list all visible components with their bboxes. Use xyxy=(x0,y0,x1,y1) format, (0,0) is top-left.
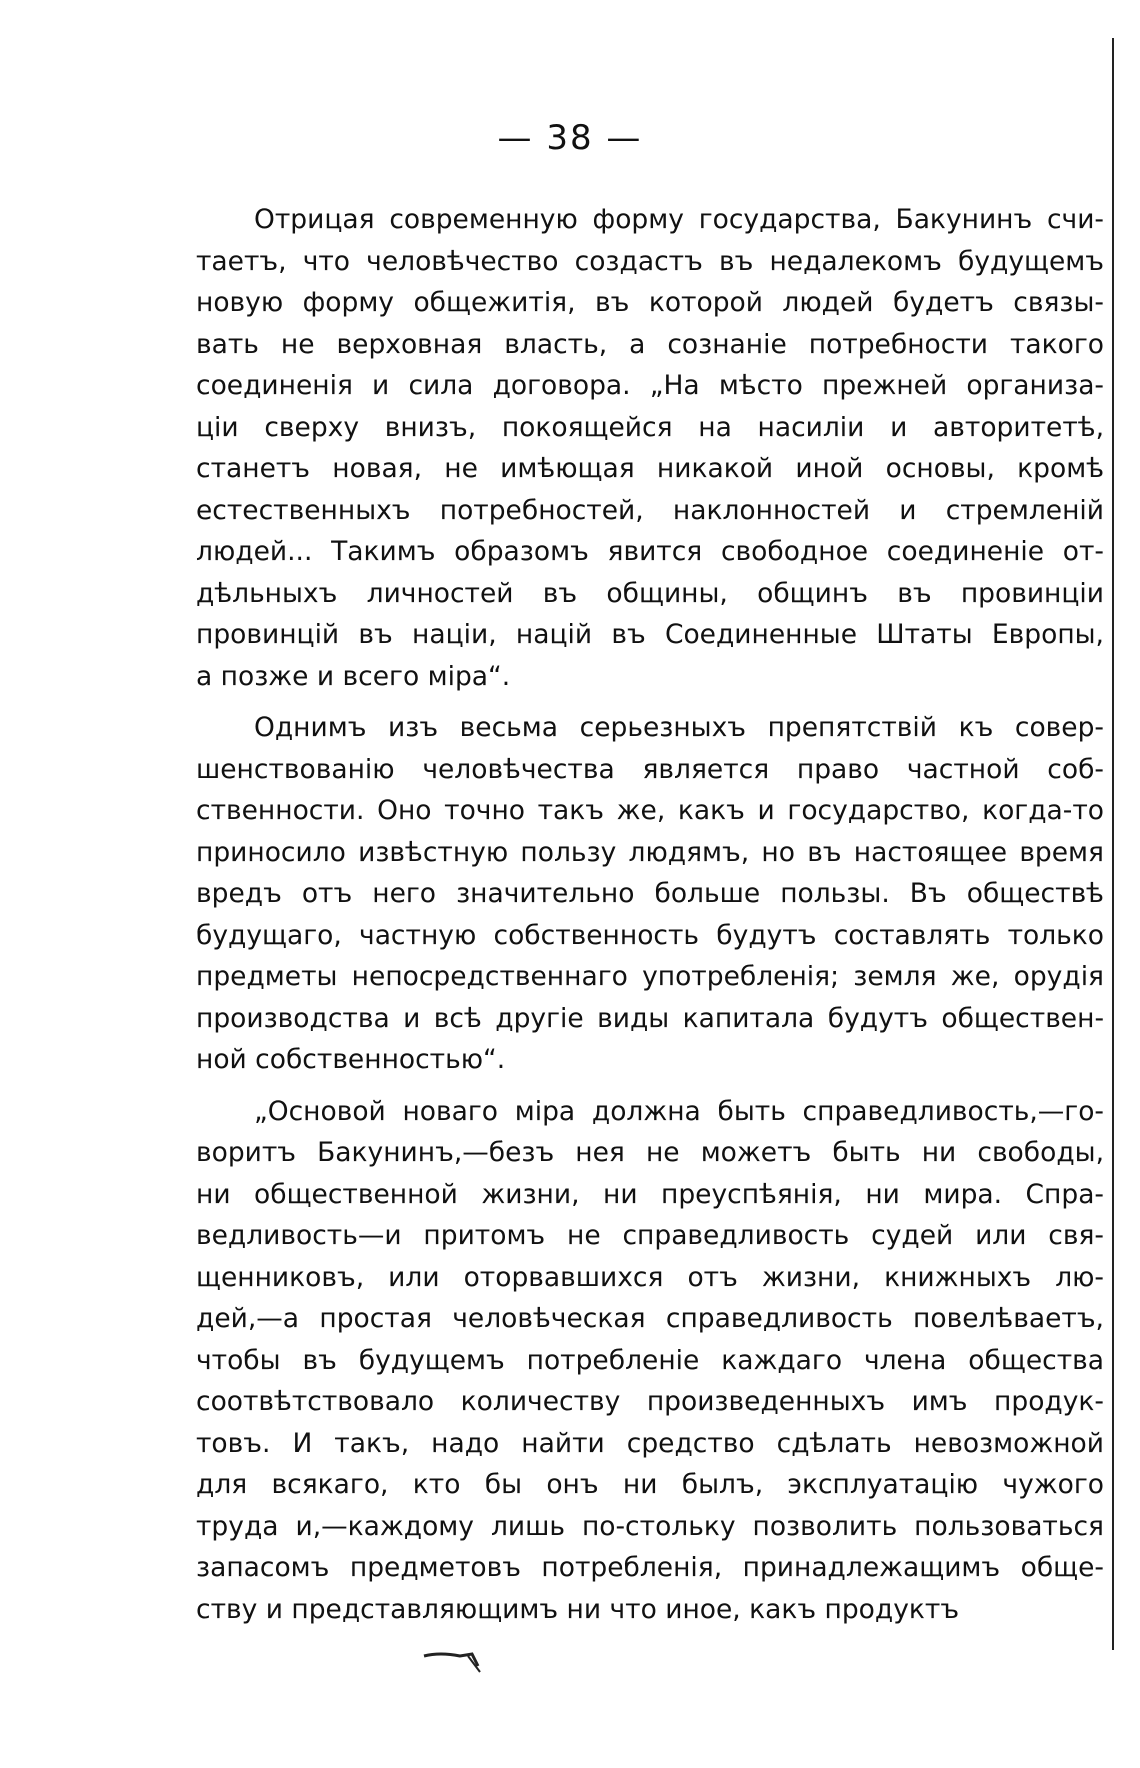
text-line: новую форму общежитія, въ которой людей будетъ связы- xyxy=(196,287,1104,318)
text-line: производства и всѣ другіе виды капитала будутъ обществен- xyxy=(196,1002,1104,1034)
text-line: будущаго, частную собственность будутъ составлять только xyxy=(196,919,1104,951)
text-line: вать не верховная власть, а сознаніе потребности такого xyxy=(196,328,1104,360)
text-line: людей... Такимъ образомъ явится свободное соединеніе от- xyxy=(196,536,1104,567)
text-line: а позже и всего міра“. xyxy=(196,660,511,692)
text-line: Отрицая современную форму государства, Бакунинъ счи- xyxy=(254,204,1104,235)
text-line: таетъ, что человѣчество создастъ въ недалекомъ будущемъ xyxy=(196,245,1104,277)
text-line: дей,—а простая человѣческая справедливость повелѣваетъ, xyxy=(196,1303,1104,1334)
paragraph-gap xyxy=(196,697,1104,707)
text-line: ственности. Оно точно такъ же, какъ и государство, когда-то xyxy=(196,795,1104,826)
text-line: станетъ новая, не имѣющая никакой иной основы, кромѣ xyxy=(196,453,1104,484)
text-line: ной собственностью“. xyxy=(196,1044,506,1075)
text-line: приносило извѣстную пользу людямъ, но въ настоящее время xyxy=(196,836,1104,868)
text-line: ни общественной жизни, ни преуспѣянія, ни мира. Спра- xyxy=(196,1178,1104,1210)
text-line: „Основой новаго міра должна быть справедливость,—го- xyxy=(254,1095,1104,1127)
printer-ornament-mark xyxy=(420,1648,500,1678)
text-line: воритъ Бакунинъ,—безъ нея не можетъ быть ни свободы, xyxy=(196,1137,1104,1168)
text-line: соотвѣтствовало количеству произведенныхъ имъ продук- xyxy=(196,1386,1104,1417)
text-line: труда и,—каждому лишь по-стольку позволить пользоваться xyxy=(196,1510,1104,1542)
page-edge-rule xyxy=(1112,38,1114,1650)
text-line: ству и представляющимъ ни что иное, какъ продуктъ xyxy=(196,1593,960,1625)
text-line: Однимъ изъ весьма серьезныхъ препятствій къ совер- xyxy=(254,712,1104,743)
text-line: шенствованію человѣчества является право частной соб- xyxy=(196,753,1104,785)
text-line: дѣльныхъ личностей въ общины, общинъ въ провинціи xyxy=(196,577,1104,609)
text-line: естественныхъ потребностей, наклонностей и стремленій xyxy=(196,494,1104,526)
paragraph-gap xyxy=(196,1081,1104,1091)
text-line: провинцій въ націи, націй въ Соединенные Штаты Европы, xyxy=(196,619,1104,650)
text-line: вредъ отъ него значительно больше пользы. Въ обществѣ xyxy=(196,878,1104,909)
text-line: товъ. И такъ, надо найти средство сдѣлать невозможной xyxy=(196,1427,1104,1459)
text-line: соединенія и сила договора. „На мѣсто прежней организа- xyxy=(196,370,1104,401)
text-line: ведливость—и притомъ не справедливость судей или свя- xyxy=(196,1220,1104,1251)
page-number: — 38 — xyxy=(497,118,643,158)
text-line: чтобы въ будущемъ потребленіе каждаго члена общества xyxy=(196,1344,1104,1376)
text-line: предметы непосредственнаго употребленія; земля же, орудія xyxy=(196,961,1104,992)
text-line: запасомъ предметовъ потребленія, принадлежащимъ обще- xyxy=(196,1552,1104,1583)
text-line: для всякаго, кто бы онъ ни былъ, эксплуатацію чужого xyxy=(196,1469,1104,1500)
text-line: ціи сверху внизъ, покоящейся на насиліи и авторитетѣ, xyxy=(196,411,1104,443)
text-line: щенниковъ, или оторвавшихся отъ жизни, книжныхъ лю- xyxy=(196,1261,1104,1293)
body-text xyxy=(196,199,1104,1630)
